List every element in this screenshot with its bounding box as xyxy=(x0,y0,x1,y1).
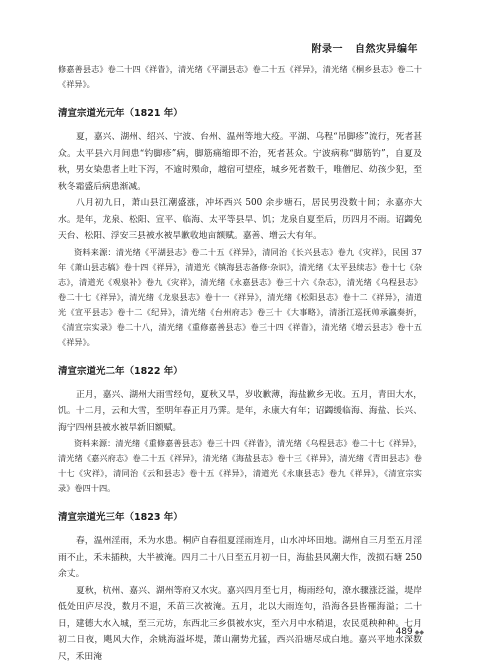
page-ornament: ◆◆ xyxy=(415,629,424,636)
running-title: 自然灾异编年 xyxy=(355,40,418,55)
source-note: 资料来源：清光绪《重修嘉善县志》卷三十四《祥眚》，清光绪《乌程县志》卷二十七《祥异》，清光绪《嘉兴府志》卷二十五《祥异》，清光绪《海盐县志》卷十三《祥异》，清光绪《青田县志》卷十七《灾祥》，清同治《云和县志》卷十五《祥异》，清道光《永康县志》卷九《祥异》，《清宣宗实录》卷四十四。 xyxy=(58,436,422,496)
page-number xyxy=(396,627,424,637)
section-title: 清宣宗道光元年（1821 年） xyxy=(58,108,422,120)
section-1822 xyxy=(58,366,422,497)
section-1823 xyxy=(58,512,422,665)
paragraph: 八月初九日，萧山县江潮盛涨，冲坏西兴 500 余步塘石，居民男没数十间；永嘉亦大水。是年，龙泉、松阳、宣平、临海、太平等县旱、饥；龙泉自夏至后，历四月不雨。诏蠲免天台、松阳、浮安三县被水被旱歉收地亩额赋。嘉善、增云大有年。 xyxy=(58,195,422,245)
page-content xyxy=(58,62,422,665)
section-1821 xyxy=(58,108,422,350)
paragraph: 夏，嘉兴、湖州、绍兴、宁波、台州、温州等地大疫。平湖、乌程“吊脚疹”流行，死者甚众。太平县六月间患“钓脚疹”病，脚筋痛缩即不治，死者甚众。宁波病称“脚筋钓”，自夏及秋，男女染患者上吐下泻，不逾时殒命，越宿可望痊，城乡死者数千，唯僧尼、幼孩少犯，至秋冬霜盛后病患渐减。 xyxy=(58,129,422,195)
section-title: 清宣宗道光三年（1823 年） xyxy=(58,512,422,524)
source-note: 资料来源：清光绪《平湖县志》卷二十五《祥异》，清同治《长兴县志》卷九《灾祥》，民国 37 年《萧山县志稿》卷十四《祥异》，清道光《镇海县志备修·杂识》，清光绪《太平县续志》卷十七《杂志》，清道光《观泉补》卷九《灾祥》，清光绪《永嘉县志》卷三十六《杂志》，清光绪《乌程县志》卷二十七《祥异》，清光绪《龙泉县志》卷十一《祥异》，清光绪《松阳县志》卷十二《祥异》，清道光《宣平县志》卷十二《纪异》，清光绪《台州府志》卷三十《大事略》，清浙江巡抚帅承瀛奏折，《清宣宗实录》卷二十八，清光绪《重修嘉善县志》卷三十四《祥眚》，清光绪《增云县志》卷十五《祥异》。 xyxy=(58,245,422,350)
paragraph: 正月，嘉兴、湖州大雨雪经旬，夏秋又旱，岁收歉薄，海盐歉乡无收。五月，青田大水，饥。十二月，云和大雪，至明年春正月乃霁。是年，永康大有年；诏蠲缓临海、海盐、长兴、海宁四州县被水被旱新旧额赋。 xyxy=(58,387,422,437)
appendix-label: 附录一 xyxy=(312,40,344,55)
continued-source-note: 修嘉善县志》卷二十四《祥眚》，清光绪《平湖县志》卷二十五《祥异》，清光绪《桐乡县志》卷二十《祥异》。 xyxy=(58,62,422,92)
running-header xyxy=(312,40,419,55)
page-number-value: 489 xyxy=(396,627,413,637)
section-title: 清宣宗道光二年（1822 年） xyxy=(58,366,422,378)
paragraph: 春，温州淫雨，禾为水患。桐庐自春徂夏淫雨连月，山水冲坏田地。湖州自三月至五月淫雨不止，禾未插秧，大半被淹。四月二十八日至五月初一日，海盐县风潮大作，泼损石塘 250 余丈。 xyxy=(58,533,422,583)
paragraph: 夏秋，杭州、嘉兴、湖州等府又水灾。嘉兴四月至七月，梅雨经旬，潦水骤涨泛溢，堤岸低处田庐尽没，数月不退，禾苗三次被淹。五月，北以大雨连句，沿海各县皆罹海溢；二十日，建德大水入城，至三元坊，东西北三乡俱被水灾，至六月中水稍退，农民觅秧种种。七月初二日夜，飓风大作，余姚海溢坏堤，萧山潮势尤猛，西兴沿塘尽成白地。嘉兴平地水深数尺，禾田淹 xyxy=(58,583,422,665)
